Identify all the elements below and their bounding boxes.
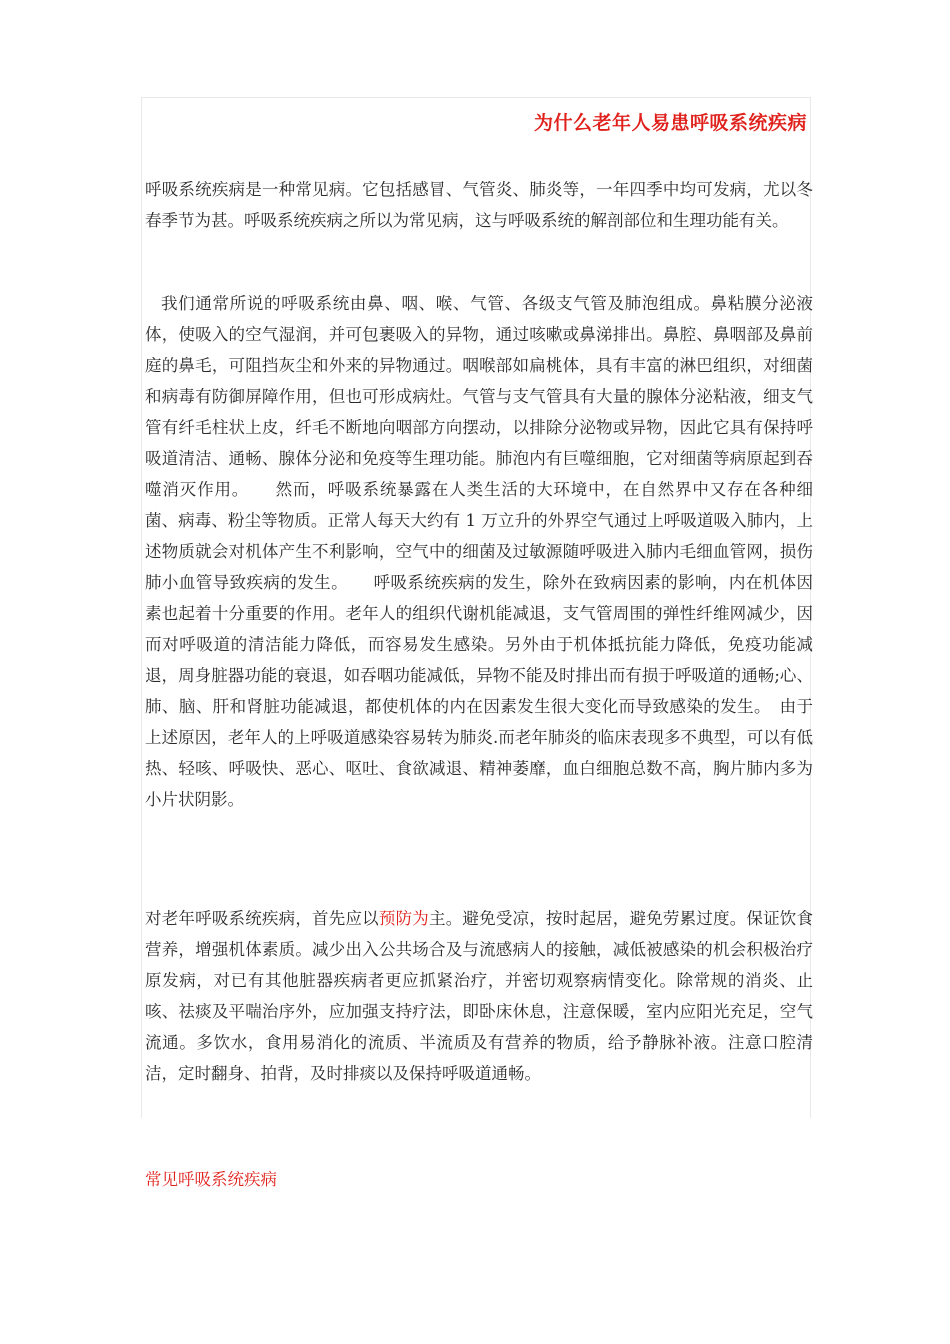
section-heading-link[interactable]: 常见呼吸系统疾病 [145,1170,277,1189]
prevention-highlight-link[interactable]: 预防为 [378,909,429,928]
paragraph-intro: 呼吸系统疾病是一种常见病。它包括感冒、气管炎、肺炎等，一年四季中均可发病，尤以冬春季节为甚。呼吸系统疾病之所以为常见病，这与呼吸系统的解剖部位和生理功能有关。 [145,180,813,230]
paragraph-prevention [145,903,813,1089]
paragraph-anatomy: 我们通常所说的呼吸系统由鼻、咽、喉、气管、各级支气管及肺泡组成。鼻粘膜分泌液体，使吸入的空气湿润，并可包裹吸入的异物，通过咳嗽或鼻涕排出。鼻腔、鼻咽部及鼻前庭的鼻毛，可阻挡灰尘和外来的异物通过。咽喉部如扁桃体，具有丰富的淋巴组织，对细菌和病毒有防御屏障作用，但也可形成病灶。气管与支气管具有大量的腺体分泌粘液，细支气管有纤毛柱状上皮，纤毛不断地向咽部方向摆动，以排除分泌物或异物，因此它具有保持呼吸道清洁、通畅、腺体分泌和免疫等生理功能。肺泡内有巨噬细胞，它对细菌等病原起到吞噬消灭作用。 然而，呼吸系统暴露在人类生活的大环境中，在自然界中又存在各种细菌、病毒、粉尘等物质。正常人每天大约有 1 万立升的外界空气通过上呼吸道吸入肺内，上述物质就会对机体产生不利影响，空气中的细菌及过敏源随呼吸进入肺内毛细血管网，损伤肺小血管导致疾病的发生。 呼吸系统疾病的发生，除外在致病因素的影响，内在机体因素也起着十分重要的作用。老年人的组织代谢机能减退，支气管周围的弹性纤维网减少，因而对呼吸道的清洁能力降低，而容易发生感染。另外由于机体抵抗能力降低，免疫功能减退，周身脏器功能的衰退，如吞咽功能减低，异物不能及时排出而有损于呼吸道的通畅;心、肺、脑、肝和肾脏功能减退，都使机体的内在因素发生很大变化而导致感染的发生。 由于上述原因，老年人的上呼吸道感染容易转为肺炎.而老年肺炎的临床表现多不典型，可以有低热、轻咳、呼吸快、恶心、呕吐、食欲减退、精神萎靡，血白细胞总数不高，胸片肺内多为小片状阴影。 [145,294,813,809]
prevention-text-rest: 主。避免受凉，按时起居，避免劳累过度。保证饮食营养，增强机体素质。减少出入公共场合及与流感病人的接触，减低被感染的机会积极治疗原发病，对已有其他脏器疾病者更应抓紧治疗，并密切观察病情变化。除常规的消炎、止咳、祛痰及平喘治序外，应加强支持疗法，即卧床休息，注意保暖，室内应阳光充足，空气流通。多饮水，食用易消化的流质、半流质及有营养的物质，给予静脉补液。注意口腔清洁，定时翻身、拍背，及时排痰以及保持呼吸道通畅。 [145,909,814,1083]
prevention-text-start: 对老年呼吸系统疾病，首先应以 [145,909,379,928]
page-title: 为什么老年人易患呼吸系统疾病 [533,112,807,134]
